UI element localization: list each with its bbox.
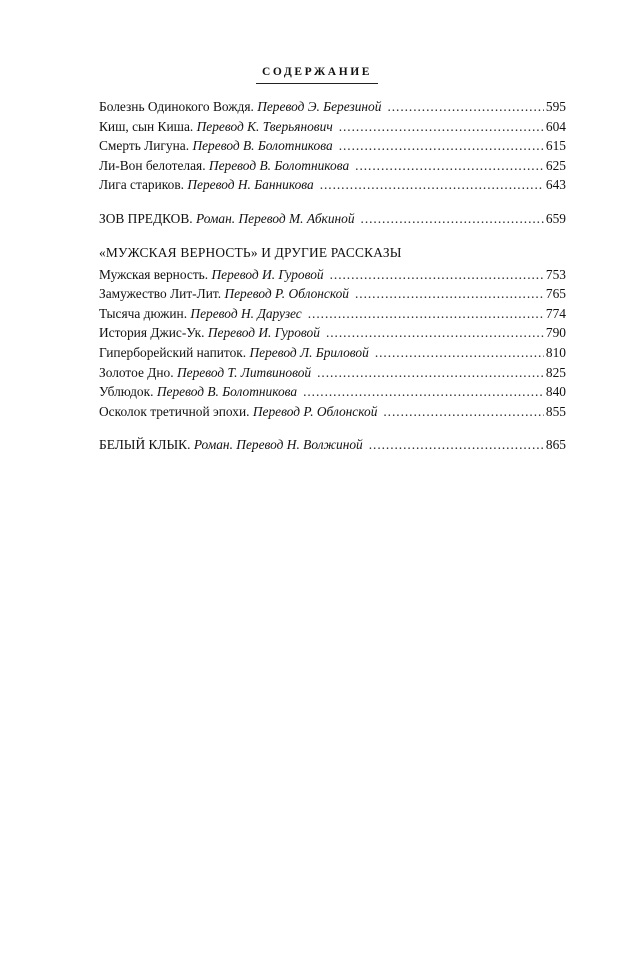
dot-leader — [375, 343, 544, 363]
page-title: СОДЕРЖАНИЕ — [261, 66, 373, 78]
entry-title: Замужество Лит-Лит. — [99, 286, 222, 302]
dot-leader — [369, 435, 544, 455]
toc-entry — [99, 402, 566, 422]
entry-page-number: 810 — [545, 344, 566, 360]
entry-title: Ублюдок. — [99, 384, 154, 400]
entry-title: Тысяча дюжин. — [99, 305, 188, 321]
dot-leader — [326, 323, 544, 343]
toc-entry — [99, 284, 566, 304]
entry-page-number: 643 — [545, 177, 566, 193]
toc-entry — [99, 382, 566, 402]
entry-title: Осколок третичной эпохи. — [99, 403, 250, 419]
spacer — [99, 195, 566, 209]
dot-leader — [339, 117, 544, 137]
dot-leader — [355, 156, 544, 176]
dot-leader — [303, 382, 544, 402]
dot-leader — [339, 136, 544, 156]
entry-page-number: 595 — [545, 99, 566, 114]
dot-leader — [330, 265, 544, 285]
entry-translator: Перевод Н. Дарузес — [190, 305, 302, 321]
toc-entry — [99, 323, 566, 343]
dot-leader — [355, 284, 544, 304]
entry-page-number: 753 — [545, 266, 566, 282]
entry-page-number: 625 — [545, 157, 566, 173]
entry-translator: Перевод Р. Облонской — [252, 403, 378, 419]
dot-leader — [383, 402, 544, 422]
spacer — [99, 229, 566, 243]
entry-page-number: 825 — [545, 364, 566, 380]
entry-title: БЕЛЫЙ КЛЫК. — [99, 437, 191, 453]
dot-leader — [317, 363, 544, 383]
entry-title: ЗОВ ПРЕДКОВ. — [99, 210, 193, 226]
entry-translator: Перевод В. Болотникова — [156, 384, 298, 400]
entry-title: Киш, сын Киша. — [99, 118, 194, 134]
toc-entry — [99, 304, 566, 324]
entry-translator: Перевод Т. Литвиновой — [176, 364, 312, 380]
dot-leader — [387, 97, 543, 117]
toc-entry-novel — [99, 209, 566, 229]
toc-entry — [99, 343, 566, 363]
toc-entry — [99, 265, 566, 285]
dot-leader — [361, 209, 544, 229]
entry-title: Болезнь Одинокого Вождя. — [99, 99, 254, 114]
toc-entry — [99, 156, 566, 176]
toc-entry — [99, 175, 566, 195]
toc-entry — [99, 97, 566, 117]
toc-entry — [99, 117, 566, 137]
entry-page-number: 865 — [545, 437, 566, 453]
entry-translator: Перевод И. Гуровой — [211, 266, 324, 282]
entry-page-number: 790 — [545, 325, 566, 341]
toc-entry-novel — [99, 435, 566, 455]
toc-entry — [99, 363, 566, 383]
entry-page-number: 774 — [545, 305, 566, 321]
table-of-contents — [99, 97, 566, 455]
entry-page-number: 615 — [545, 138, 566, 154]
entry-translator: Перевод Э. Березиной — [257, 99, 382, 114]
entry-page-number: 840 — [545, 384, 566, 400]
entry-translator: Перевод Л. Бриловой — [249, 344, 369, 360]
entry-title: История Джис-Ук. — [99, 325, 205, 341]
page-header — [0, 62, 634, 84]
entry-translator: Перевод Р. Облонской — [224, 286, 349, 302]
entry-page-number: 855 — [545, 403, 566, 419]
dot-leader — [320, 175, 544, 195]
title-underline — [256, 83, 378, 84]
entry-title: Лига стариков. — [99, 177, 184, 193]
entry-translator: Перевод В. Болотникова — [192, 138, 333, 154]
entry-title: Ли-Вон белотелая. — [99, 157, 206, 173]
entry-translator: Перевод В. Болотникова — [208, 157, 350, 173]
entry-translator: Роман. Перевод М. Абкиной — [196, 210, 355, 226]
entry-translator: Перевод И. Гуровой — [207, 325, 320, 341]
entry-page-number: 659 — [545, 210, 566, 226]
entry-title: Золотое Дно. — [99, 364, 174, 380]
entry-translator: Роман. Перевод Н. Волжиной — [193, 437, 363, 453]
spacer — [99, 421, 566, 435]
entry-title: Мужская верность. — [99, 266, 209, 282]
entry-translator: Перевод К. Тверьянович — [196, 118, 333, 134]
section-heading: «МУЖСКАЯ ВЕРНОСТЬ» И ДРУГИЕ РАССКАЗЫ — [99, 244, 402, 260]
entry-title: Гиперборейский напиток. — [99, 344, 247, 360]
entry-page-number: 604 — [545, 118, 566, 134]
entry-title: Смерть Лигуна. — [99, 138, 190, 154]
entry-translator: Перевод Н. Банникова — [187, 177, 314, 193]
dot-leader — [308, 304, 544, 324]
toc-entry — [99, 136, 566, 156]
entry-page-number: 765 — [545, 286, 566, 302]
